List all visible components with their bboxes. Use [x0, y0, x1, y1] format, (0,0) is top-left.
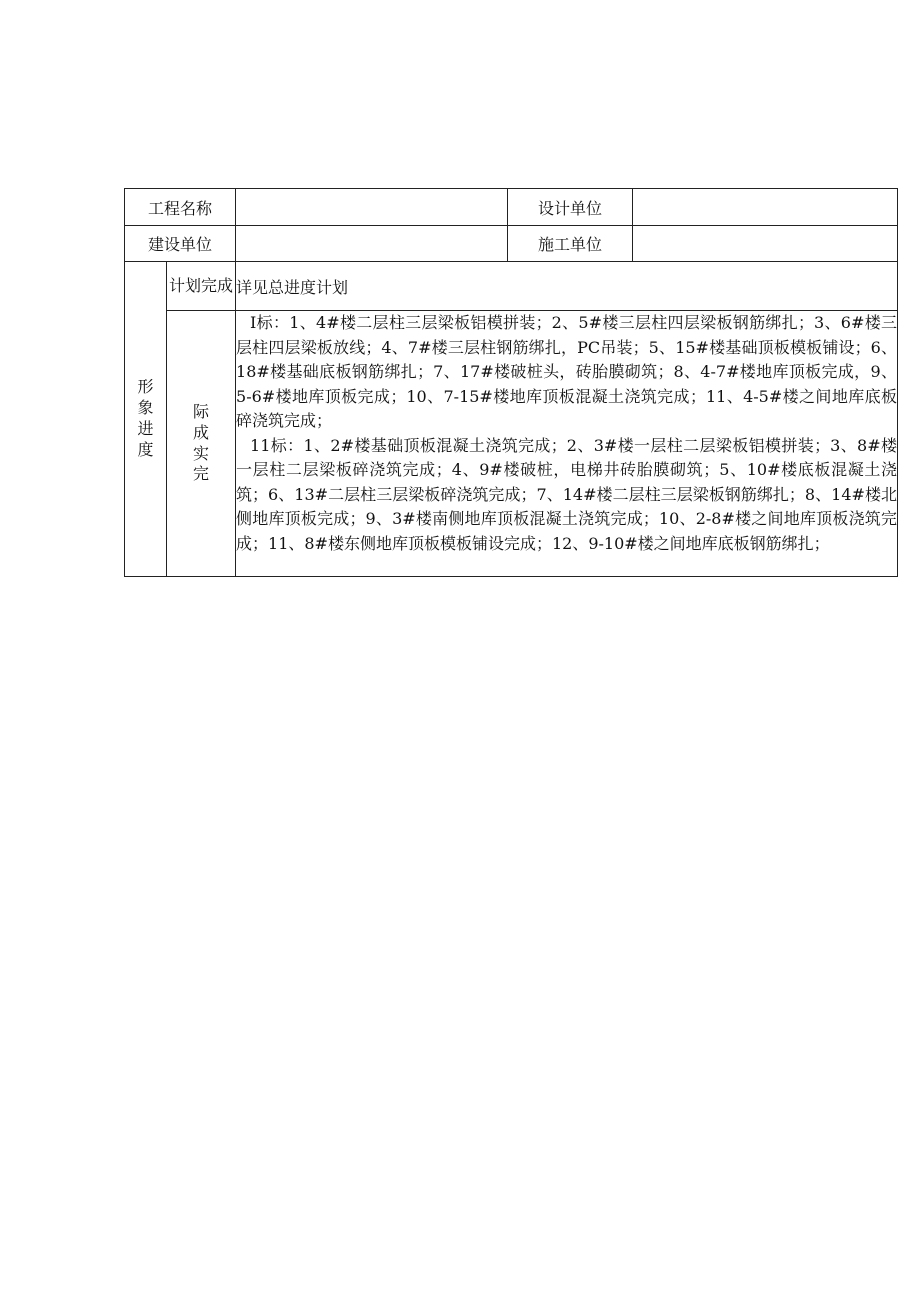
- contractor-label: 施工单位: [508, 226, 633, 262]
- progress-label-cell: [125, 262, 167, 577]
- progress-label: 形象进度: [137, 377, 154, 459]
- design-unit-value: [633, 189, 898, 226]
- actual-section-1: I标：1、4#楼二层柱三层梁板铝模拼装；2、5#楼三层柱四层梁板钢筋绑扎；3、6#楼三层柱四层梁板放线；4、7#楼三层柱钢筋绑扎，PC吊装；5、15#楼基础顶板模板铺设；6、18#楼基础底板钢筋绑扎；7、17#楼破桩头，砖胎膜砌筑；8、4-7#楼地库顶板完成，9、5-6#楼地库顶板完成；10、7-15#楼地库顶板混凝土浇筑完成；11、4-5#楼之间地库底板碎浇筑完成；: [236, 313, 898, 430]
- actual-label-cell: [167, 311, 236, 577]
- plan-label: 计划完成: [169, 276, 234, 295]
- contractor-value: [633, 226, 898, 262]
- progress-report-table: [124, 188, 898, 577]
- builder-label: 建设单位: [125, 226, 236, 262]
- project-name-label: 工程名称: [125, 189, 236, 226]
- project-name-value: [236, 189, 508, 226]
- plan-text: 详见总进度计划: [236, 262, 898, 311]
- plan-label-cell: [167, 262, 236, 311]
- design-unit-label: 设计单位: [508, 189, 633, 226]
- actual-label: 际成实完: [193, 401, 210, 484]
- actual-progress-text: [236, 311, 898, 577]
- actual-section-2: 11标：1、2#楼基础顶板混凝土浇筑完成；2、3#楼一层柱二层梁板铝模拼装；3、8#楼一层柱二层梁板碎浇筑完成；4、9#楼破桩，电梯井砖胎膜砌筑；5、10#楼底板混凝土浇筑；6、13#二层柱三层梁板碎浇筑完成；7、14#楼二层柱三层梁板钢筋绑扎；8、14#楼北侧地库顶板完成；9、3#楼南侧地库顶板混凝土浇筑完成；10、2-8#楼之间地库顶板浇筑完成；11、8#楼东侧地库顶板模板铺设完成；12、9-10#楼之间地库底板钢筋绑扎；: [236, 435, 898, 553]
- builder-value: [236, 226, 508, 262]
